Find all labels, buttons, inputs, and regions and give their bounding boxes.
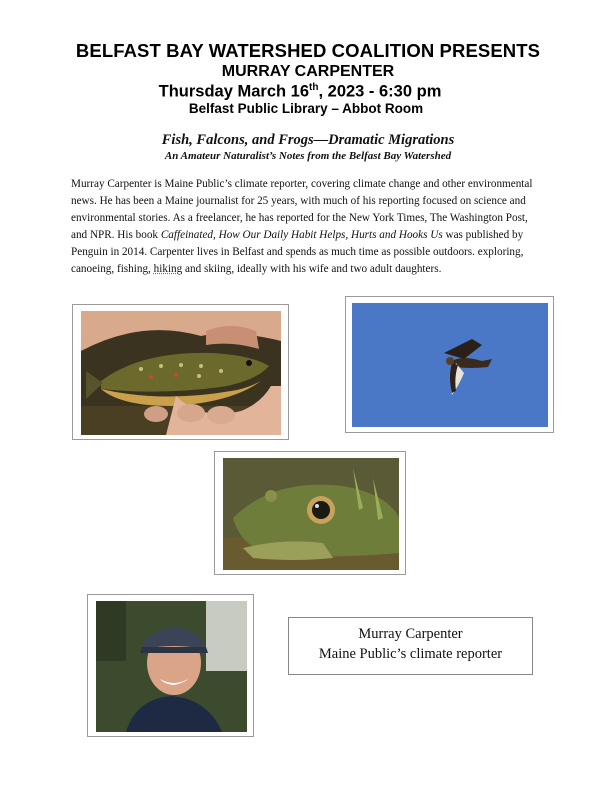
- speaker-bio: [71, 176, 543, 278]
- event-date: [0, 82, 608, 102]
- frog-image: [223, 458, 399, 570]
- trout-photo: [72, 304, 289, 440]
- speaker-name-heading: MURRAY CARPENTER: [221, 63, 395, 80]
- talk-subtitle: An Amateur Naturalist’s Notes from the Belfast Bay Watershed: [164, 150, 452, 162]
- talk-title: Fish, Falcons, and Frogs—Dramatic Migrations: [161, 132, 455, 148]
- falcon-image: [352, 303, 548, 427]
- caption-name: Murray Carpenter: [358, 626, 463, 642]
- spellcheck-word: hiking: [153, 263, 183, 275]
- caption-role: Maine Public’s climate reporter: [318, 646, 503, 662]
- event-date-time: , 2023 - 6:30 pm: [318, 82, 442, 101]
- frog-photo: [214, 451, 406, 575]
- speaker-caption: [288, 617, 533, 675]
- portrait-image: [96, 601, 247, 732]
- trout-image: [81, 311, 281, 435]
- portrait-photo: [87, 594, 254, 737]
- event-venue: Belfast Public Library – Abbot Room: [188, 101, 424, 116]
- event-date-suffix: th: [309, 82, 319, 93]
- bio-text-1: Murray Carpenter is Maine Public’s climate reporter, covering climate change and other environmental news. He has been a Maine journalist for 25 years, with much of his reporting focused on science and environmental stories. As a freelancer, he has reported for the New York Times, The Washington Post, and NPR. His book: [71, 178, 533, 241]
- book-title: Caffeinated, How Our Daily Habit Helps, Hurts and Hooks Us: [160, 229, 443, 241]
- event-date-main: Thursday March 16: [158, 82, 310, 101]
- bio-text-3: and skiing, ideally with his wife and two adult daughters.: [182, 263, 442, 275]
- event-presenter-heading: BELFAST BAY WATERSHED COALITION PRESENTS: [75, 40, 541, 61]
- falcon-photo: [345, 296, 554, 433]
- bio-text-2: was published by Penguin in 2014. Carpenter lives in Belfast and spends as much time as possible outdoors. exploring, canoeing, fishing,: [71, 229, 524, 275]
